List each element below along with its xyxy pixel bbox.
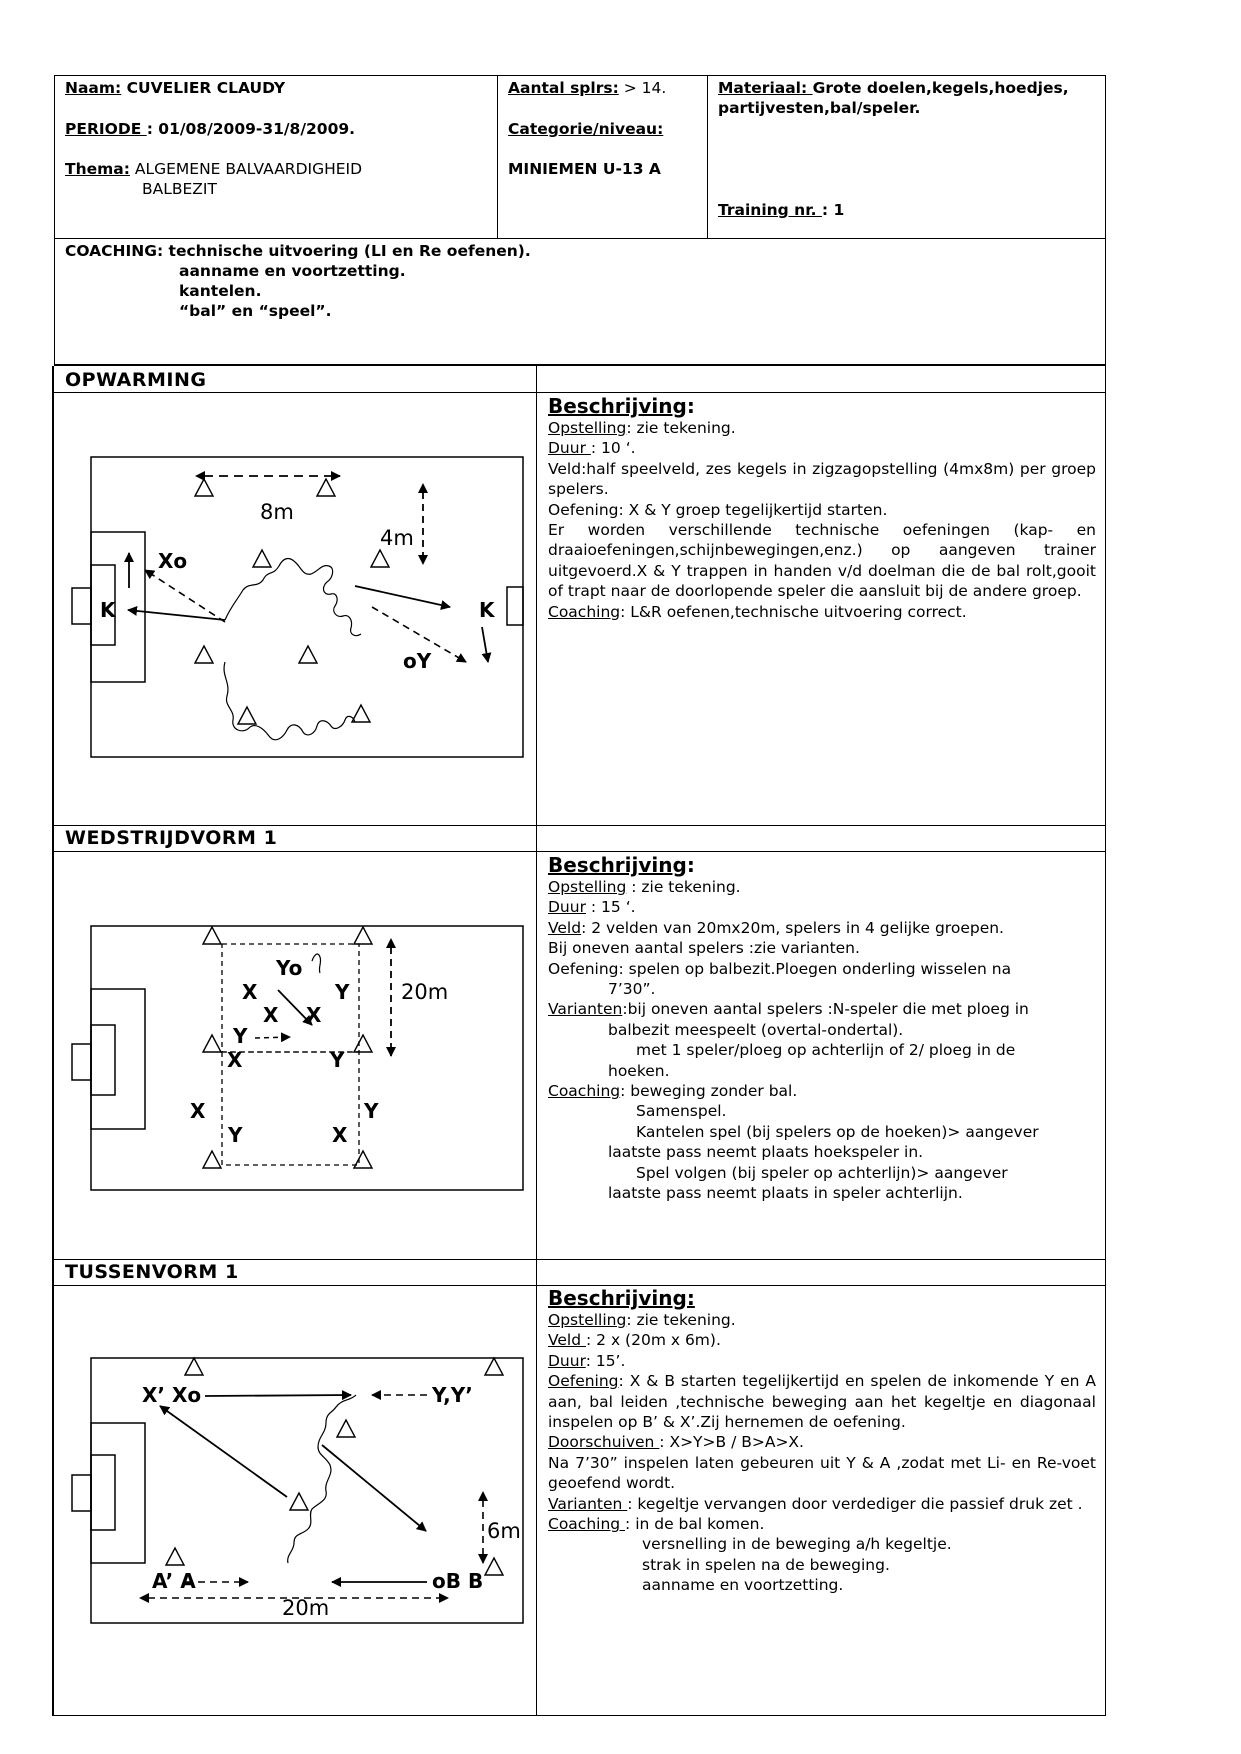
cone-icon [238, 707, 256, 724]
desc-line: Oefening: X & Y groep tegelijkertijd starten. [548, 500, 888, 519]
periode-field: PERIODE : 01/08/2009-31/8/2009. [65, 120, 356, 138]
desc-line: Veld : 2 x (20m x 6m). [548, 1331, 721, 1350]
goal-left [72, 588, 91, 624]
desc-line: Na 7’30” inspelen laten gebeuren uit Y & A ,zodat met Li- en Re-voet geoefend wordt. [548, 1453, 1096, 1493]
coaching-line-3: kantelen. [179, 282, 262, 300]
beschrijving-heading: Beschrijving: [548, 1286, 695, 1310]
desc-line: versnelling in de beweging a/h kegeltje. [642, 1535, 952, 1554]
diagram-opwarming [60, 400, 530, 770]
desc-line: Opstelling : zie tekening. [548, 878, 741, 896]
desc-line: Duur : 10 ‘. [548, 439, 636, 458]
cone-icon [485, 1358, 503, 1375]
cone-icon [203, 1151, 221, 1168]
label-y: Y [330, 1048, 345, 1072]
dribble-path [225, 559, 361, 636]
goal-area [91, 1025, 115, 1095]
label-20m: 20m [401, 980, 449, 1004]
goal-area [91, 1455, 115, 1530]
thema-value-2: BALBEZIT [142, 180, 217, 198]
desc-line: 7’30”. [608, 980, 656, 999]
penalty-box [91, 989, 145, 1129]
label-yo: Yo [276, 956, 303, 980]
label-20m: 20m [282, 1596, 330, 1620]
beschrijving-heading: Beschrijving [548, 394, 687, 418]
desc-line: Varianten:bij oneven aantal spelers :N-speler die met ploeg in [548, 1000, 1029, 1019]
desc-line: Samenspel. [636, 1102, 727, 1121]
desc-line: Spel volgen (bij speler op achterlijn)> aangever [636, 1163, 1008, 1182]
desc-line: Coaching: L&R oefenen,technische uitvoering correct. [548, 602, 967, 621]
label-oy: oY [403, 649, 432, 673]
beschrijving-heading: Beschrijving [548, 853, 687, 877]
training-field: Training nr. : 1 [718, 201, 845, 219]
label-6m: 6m [487, 1519, 521, 1543]
desc-line: Oefening: spelen op balbezit.Ploegen onderling wisselen na [548, 959, 1012, 978]
label-k-left: K [100, 598, 116, 622]
aantal-field: Aantal splrs: > 14. [508, 79, 667, 97]
cone-icon [371, 550, 389, 567]
label-k-right: K [479, 598, 495, 622]
label-x: X [263, 1003, 279, 1027]
label-x-xo: X’ Xo [142, 1383, 202, 1407]
desc-line: hoeken. [608, 1061, 670, 1080]
field-outline [91, 926, 523, 1190]
section-title-tussenvorm: TUSSENVORM 1 [65, 1261, 239, 1283]
goal-right [507, 587, 523, 625]
goal-left [72, 1044, 91, 1080]
desc-line: met 1 speler/ploeg op achterlijn of 2/ ploeg in de [636, 1041, 1016, 1060]
arrow [482, 627, 488, 662]
coaching-line-4: “bal” en “speel”. [179, 302, 332, 320]
penalty-box [91, 1423, 145, 1563]
desc-line: Doorschuiven : X>Y>B / B>A>X. [548, 1433, 804, 1452]
section-title-wedstrijdvorm: WEDSTRIJDVORM 1 [65, 827, 278, 849]
arrow [355, 586, 450, 607]
desc-line: laatste pass neemt plaats hoekspeler in. [608, 1143, 924, 1162]
materiaal-field: Materiaal: Grote doelen,kegels,hoedjes, [718, 79, 1069, 97]
label-xo: Xo [158, 549, 188, 573]
section-description-opwarming: Beschrijving: Opstelling: zie tekening. Duur : 10 ‘. Veld:half speelveld, zes kegels in zigzagopstelling (4mx8m) per groep spelers. Oefening: X & Y groep tegelijkertijd starten. Er worden verschillende technische oefeningen (kap- en draaioefeningen,schijnbewegingen,enz.) op aangeven trainer uitgevoerd.X & Y trappen in handen v/d doelman die de bal rolt,gooit of trapt naar de doorlopende speler die aansluit bij de andere groep. Coaching: L&R oefenen,technische uitvoering correct. [548, 394, 1096, 621]
arrow [128, 610, 225, 620]
desc-line: aanname en voortzetting. [642, 1576, 844, 1595]
cone-icon [203, 1035, 221, 1052]
diagram-tussenvorm [60, 1345, 532, 1635]
desc-line: balbezit meespeelt (overtal-ondertal). [608, 1020, 904, 1039]
label-x: X [306, 1003, 322, 1027]
arrow-dashed [145, 570, 225, 622]
arrow-dashed [255, 1037, 290, 1038]
section-description-tussenvorm [548, 1286, 1096, 1596]
desc-line: Bij oneven aantal spelers :zie varianten. [548, 939, 860, 958]
arrow [322, 1445, 426, 1531]
label-x: X [190, 1099, 206, 1123]
label-4m: 4m [380, 526, 414, 550]
label-y: Y [364, 1099, 379, 1123]
desc-line: strak in spelen na de beweging. [642, 1555, 890, 1574]
section-description-wedstrijdvorm: Beschrijving: Opstelling : zie tekening. Duur : 15 ‘. Veld: 2 velden van 20mx20m, spelers in 4 gelijke groepen. Bij oneven aantal spelers :zie varianten. Oefening: spelen op balbezit.Ploegen onderling wisselen na 7’30”. Varianten:bij oneven aantal spelers :N-speler die met ploeg in balbezit meespeelt (overtal-ondertal). met 1 speler/ploeg op achterlijn of 2/ ploeg in de hoeken. Coaching: beweging zonder bal. Samenspel. Kantelen spel (bij spelers op de hoeken)> aangever laatste pass neemt plaats hoekspeler in. Spel volgen (bij speler op achterlijn)> aangever laatste pass neemt plaats in speler achterlijn. [548, 853, 1096, 1204]
coaching-field: COACHING: technische uitvoering (LI en Re oefenen). [65, 242, 531, 260]
desc-line: Opstelling: zie tekening. [548, 1311, 736, 1329]
desc-line: Opstelling: zie tekening. [548, 419, 736, 437]
label-x: X [227, 1048, 243, 1072]
section-title-opwarming: OPWARMING [65, 369, 207, 391]
label-y: Y [335, 980, 350, 1004]
desc-line: laatste pass neemt plaats in speler achterlijn. [608, 1184, 963, 1203]
cone-icon [195, 646, 213, 663]
goal-left [72, 1475, 91, 1511]
cone-icon [203, 927, 221, 944]
desc-line: Veld: 2 velden van 20mx20m, spelers in 4 gelijke groepen. [548, 918, 1004, 937]
naam-field: Naam: CUVELIER CLAUDY [65, 79, 286, 97]
thema-field: Thema: ALGEMENE BALVAARDIGHEID [65, 160, 363, 178]
label-y: Y [233, 1024, 248, 1048]
label-8m: 8m [260, 500, 294, 524]
desc-line: Duur: 15’. [548, 1351, 626, 1370]
coaching-line-2: aanname en voortzetting. [179, 262, 406, 280]
diagram-wedstrijdvorm [60, 915, 530, 1205]
dribble-path [224, 662, 355, 740]
categorie-label: Categorie/niveau: [508, 120, 664, 138]
label-x: X [332, 1123, 348, 1147]
materiaal-value-2: partijvesten,bal/speler. [718, 99, 921, 117]
field-outline [91, 457, 523, 757]
cone-icon [337, 1420, 355, 1437]
label-y: Y [228, 1123, 243, 1147]
desc-line: Er worden verschillende technische oefeningen (kap- en draaioefeningen,schijnbewegingen,enz.) op aangeven trainer uitgevoerd.X & Y trappen in handen v/d doelman die de bal rolt,gooit of trapt naar de doorlopende speler die aansluit bij de andere groep. [548, 521, 1096, 601]
cone-icon [485, 1558, 503, 1575]
desc-line: Kantelen spel (bij spelers op de hoeken)> aangever [636, 1122, 1039, 1141]
cone-icon [354, 1035, 372, 1052]
desc-line: Oefening: X & B starten tegelijkertijd en spelen de inkomende Y en A aan, bal leiden ,technische beweging aan het kegeltje en diagonaal inspelen op B’ & X’.Zij hernemen de oefening. [548, 1372, 1096, 1432]
desc-line: Veld:half speelveld, zes kegels in zigzagopstelling (4mx8m) per groep spelers. [548, 459, 1096, 499]
label-x: X [242, 980, 258, 1004]
arrow [205, 1395, 351, 1396]
cone-icon [352, 705, 370, 722]
desc-line: Coaching : in de bal komen. [548, 1515, 765, 1534]
cone-icon [253, 550, 271, 567]
desc-line: Coaching: beweging zonder bal. [548, 1082, 798, 1101]
arrow [160, 1406, 287, 1497]
cone-icon [195, 479, 213, 496]
label-ob-b: oB B [432, 1569, 484, 1593]
desc-line: Duur : 15 ‘. [548, 898, 636, 917]
desc-line: Varianten : kegeltje vervangen door verdediger die passief druk zet . [548, 1494, 1083, 1513]
cone-icon [166, 1548, 184, 1565]
label-y-y: Y,Y’ [432, 1383, 473, 1407]
cone-icon [299, 646, 317, 663]
cone-icon [290, 1493, 308, 1510]
cone-icon [317, 479, 335, 496]
label-a-a: A’ A [152, 1569, 196, 1593]
dribble-path [312, 954, 321, 973]
categorie-value: MINIEMEN U-13 A [508, 160, 661, 178]
cone-icon [354, 927, 372, 944]
cone-icon [185, 1358, 203, 1375]
